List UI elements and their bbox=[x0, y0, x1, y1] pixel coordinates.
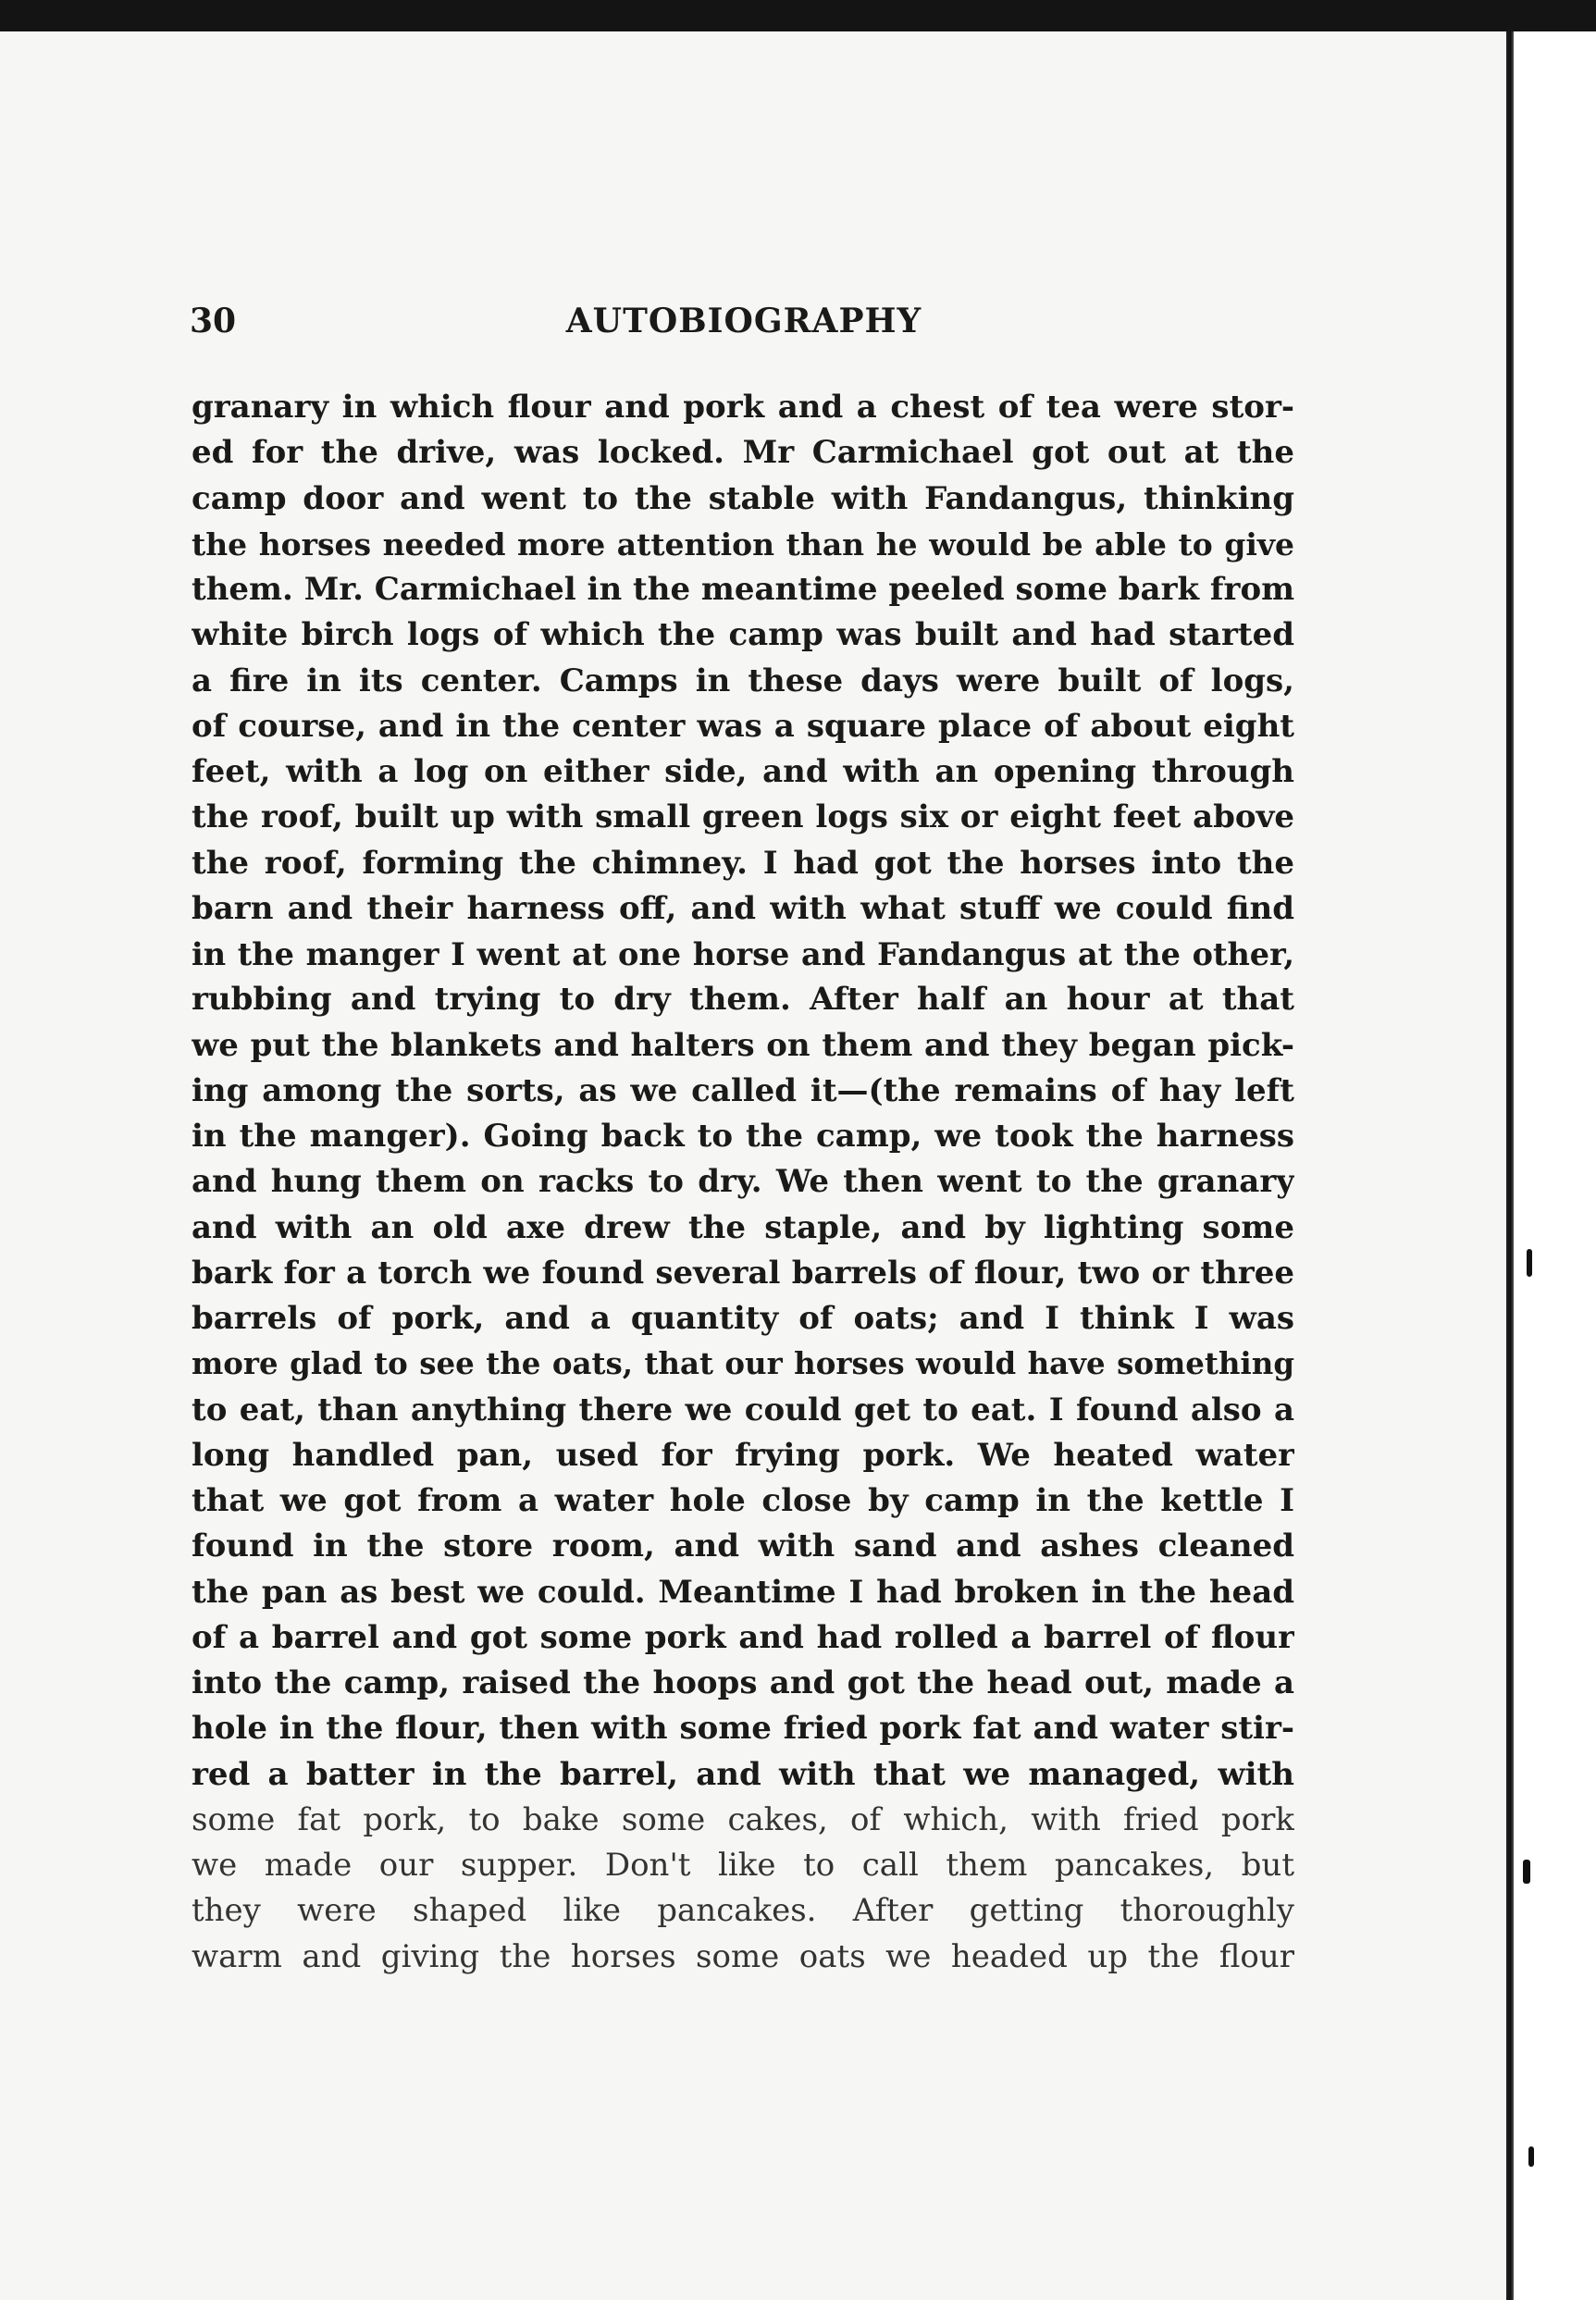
text-line: some fat pork, to bake some cakes, of which, with fried pork bbox=[192, 1800, 1294, 1838]
page-header bbox=[190, 298, 1298, 344]
text-line: red a batter in the barrel, and with that we managed, with bbox=[192, 1755, 1294, 1793]
text-line: the pan as best we could. Meantime I had broken in the head bbox=[192, 1573, 1294, 1611]
text-line: in the manger). Going back to the camp, we took the harness bbox=[192, 1118, 1294, 1155]
text-line: and hung them on racks to dry. We then went to the granary bbox=[192, 1163, 1294, 1201]
text-line: hole in the flour, then with some fried pork fat and water stir- bbox=[192, 1710, 1294, 1748]
text-line: found in the store room, and with sand and ashes cleaned bbox=[192, 1527, 1294, 1565]
text-line: long handled pan, used for frying pork. We heated water bbox=[192, 1436, 1294, 1474]
text-line: warm and giving the horses some oats we headed up the flour bbox=[192, 1937, 1294, 1975]
text-line: ing among the sorts, as we called it—(the remains of hay left bbox=[192, 1071, 1294, 1109]
text-line: the roof, forming the chimney. I had got the horses into the bbox=[192, 844, 1294, 882]
scan-right-margin bbox=[1514, 31, 1596, 2300]
text-line: they were shaped like pancakes. After getting thoroughly bbox=[192, 1892, 1294, 1930]
edge-speck bbox=[1528, 2146, 1534, 2167]
text-line: we put the blankets and halters on them and they began pick- bbox=[192, 1026, 1294, 1064]
page-number: 30 bbox=[190, 302, 237, 340]
text-line: bark for a torch we found several barrels of flour, two or three bbox=[192, 1254, 1294, 1292]
running-title: AUTOBIOGRAPHY bbox=[565, 302, 922, 340]
text-line: we made our supper. Don't like to call them pancakes, but bbox=[192, 1847, 1294, 1884]
text-line: in the manger I went at one horse and Fandangus at the other, bbox=[192, 936, 1294, 972]
text-line: of a barrel and got some pork and had rolled a barrel of flour bbox=[192, 1618, 1294, 1656]
text-line: ed for the drive, was locked. Mr Carmichael got out at the bbox=[192, 434, 1294, 472]
edge-speck bbox=[1527, 1249, 1532, 1277]
page-edge-shadow bbox=[1506, 31, 1514, 2300]
text-line: more glad to see the oats, that our horses would have something bbox=[192, 1346, 1294, 1382]
text-line: into the camp, raised the hoops and got the head out, made a bbox=[192, 1664, 1294, 1701]
scan-top-border bbox=[0, 0, 1596, 31]
text-line: granary in which flour and pork and a chest of tea were stor- bbox=[192, 389, 1294, 426]
text-line: a fire in its center. Camps in these days were built of logs, bbox=[192, 662, 1294, 699]
text-line: and with an old axe drew the staple, and by lighting some bbox=[192, 1208, 1294, 1246]
text-line: camp door and went to the stable with Fandangus, thinking bbox=[192, 479, 1294, 517]
text-line: white birch logs of which the camp was built and had started bbox=[192, 616, 1294, 654]
text-line: the horses needed more attention than he would be able to give bbox=[192, 526, 1294, 563]
body-text bbox=[192, 385, 1294, 1980]
text-line: of course, and in the center was a square place of about eight bbox=[192, 707, 1294, 745]
edge-speck bbox=[1523, 1860, 1530, 1884]
text-line: barrels of pork, and a quantity of oats; and I think I was bbox=[192, 1300, 1294, 1337]
text-line: feet, with a log on either side, and with an opening through bbox=[192, 753, 1294, 790]
text-line: rubbing and trying to dry them. After half an hour at that bbox=[192, 981, 1294, 1019]
text-line: barn and their harness off, and with what stuff we could find bbox=[192, 889, 1294, 927]
text-line: to eat, than anything there we could get to eat. I found also a bbox=[192, 1391, 1294, 1428]
text-line: that we got from a water hole close by camp in the kettle I bbox=[192, 1482, 1294, 1519]
text-line: the roof, built up with small green logs six or eight feet above bbox=[192, 798, 1294, 836]
text-line: them. Mr. Carmichael in the meantime peeled some bark from bbox=[192, 571, 1294, 608]
